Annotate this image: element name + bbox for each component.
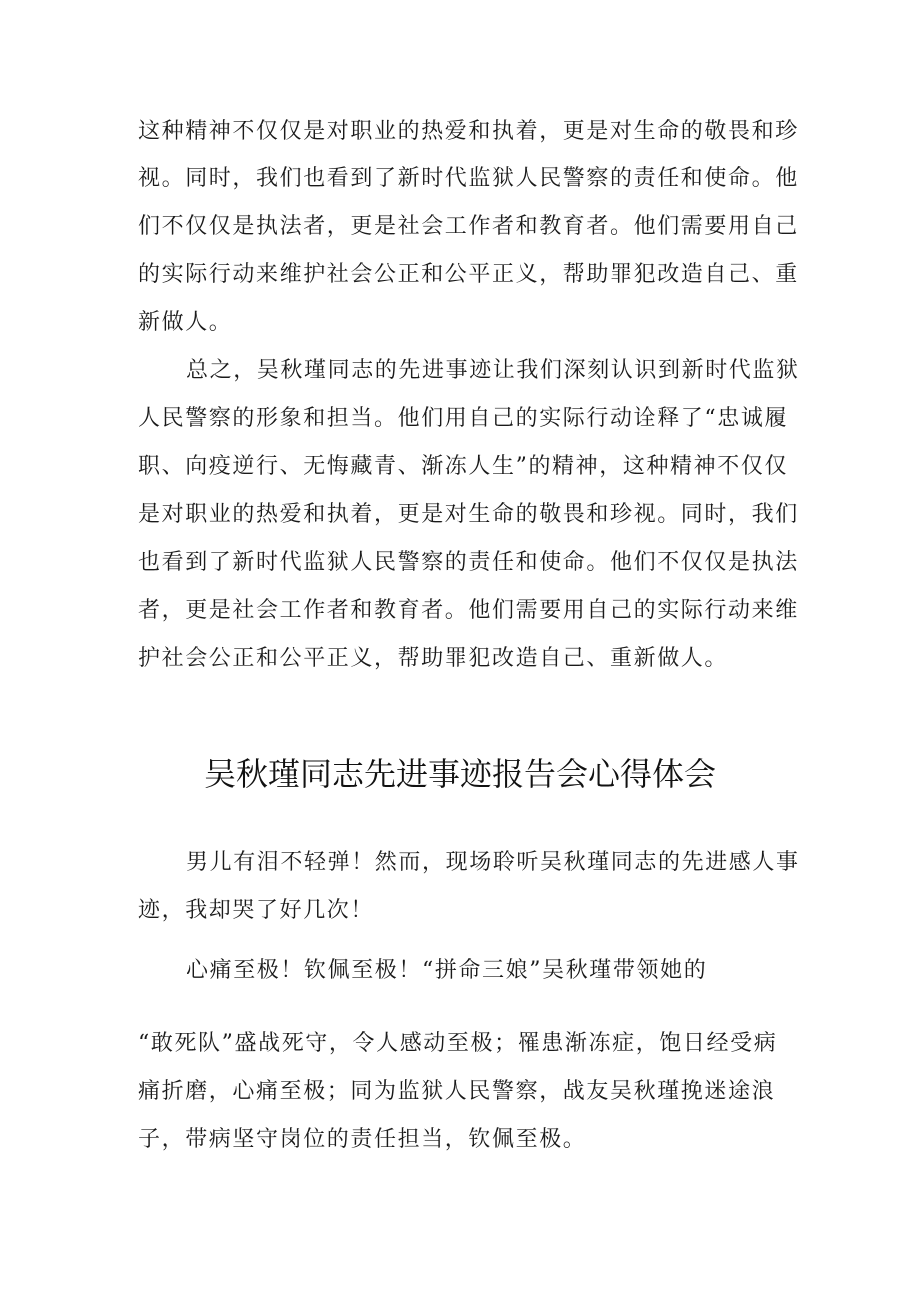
paragraph-1-line-2: 视。同时，我们也看到了新时代监狱人民警察的责任和使命。他: [138, 166, 799, 191]
paragraph-2-line-6: 者，更是社会工作者和教育者。他们需要用自己的实际行动来维: [138, 598, 799, 623]
paragraph-1-line-5: 新做人。: [138, 310, 233, 335]
paragraph-5-line-3: 子，带病坚守岗位的责任担当，钦佩至极。: [138, 1127, 587, 1152]
paragraph-3-line-2: 迹，我却哭了好几次！: [138, 898, 375, 923]
paragraph-2-line-4: 是对职业的热爱和执着，更是对生命的敬畏和珍视。同时，我们: [138, 502, 799, 527]
page-title: 吴秋瑾同志先进事迹报告会心得体会: [203, 755, 716, 793]
paragraph-1-line-4: 的实际行动来维护社会公正和公平正义，帮助罪犯改造自己、重: [138, 262, 799, 287]
paragraph-1-line-1: 这种精神不仅仅是对职业的热爱和执着，更是对生命的敬畏和珍: [138, 119, 799, 144]
paragraph-2-line-7: 护社会公正和公平正义，帮助罪犯改造自己、重新做人。: [138, 646, 729, 671]
paragraph-1-line-3: 们不仅仅是执法者，更是社会工作者和教育者。他们需要用自己: [138, 214, 799, 239]
paragraph-4-line-1: 心痛至极！钦佩至极！“拼命三娘”吴秋瑾带领她的: [186, 958, 708, 983]
paragraph-3-line-1: 男儿有泪不轻弹！然而，现场聆听吴秋瑾同志的先进感人事: [186, 850, 800, 875]
paragraph-2-line-1: 总之，吴秋瑾同志的先进事迹让我们深刻认识到新时代监狱: [186, 358, 800, 383]
paragraph-2-line-2: 人民警察的形象和担当。他们用自己的实际行动诠释了“忠诚履: [138, 406, 789, 431]
paragraph-5-line-2: 痛折磨，心痛至极；同为监狱人民警察，战友吴秋瑾挽迷途浪: [138, 1079, 776, 1104]
paragraph-2-line-3: 职、向疫逆行、无悔藏青、渐冻人生”的精神，这种精神不仅仅: [138, 454, 789, 479]
paragraph-5-line-1: “敢死队”盛战死守，令人感动至极；罹患渐冻症，饱日经受病: [138, 1031, 778, 1056]
paragraph-2-line-5: 也看到了新时代监狱人民警察的责任和使命。他们不仅仅是执法: [138, 550, 799, 575]
